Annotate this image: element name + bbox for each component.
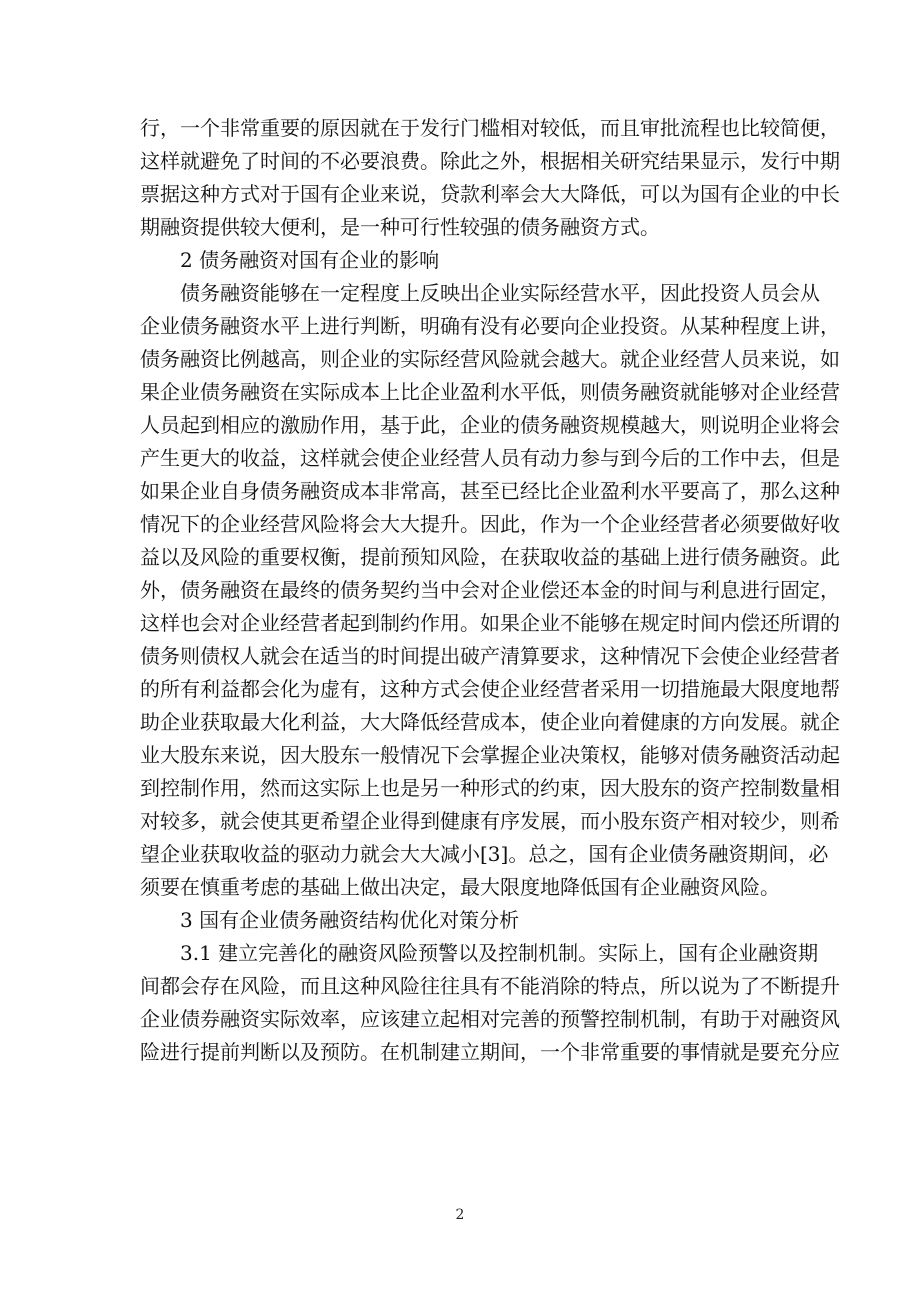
section-heading-3: 3 国有企业债务融资结构优化对策分析 [180, 908, 520, 932]
paragraph-line: 票据这种方式对于国有企业来说，贷款利率会大大降低，可以为国有企业的中长 [140, 182, 840, 206]
section-heading-2: 2 债务融资对国有企业的影响 [180, 248, 440, 272]
paragraph-line: 如果企业自身债务融资成本非常高，甚至已经比企业盈利水平要高了，那么这种 [140, 479, 840, 503]
paragraph-line: 企业债券融资实际效率，应该建立起相对完善的预警控制机制，有助于对融资风 [140, 1007, 840, 1031]
paragraph-line: 产生更大的收益，这样就会使企业经营人员有动力参与到今后的工作中去，但是 [140, 446, 840, 470]
paragraph-line: 期融资提供较大便利，是一种可行性较强的债务融资方式。 [140, 215, 660, 239]
paragraph-line: 企业债务融资水平上进行判断，明确有没有必要向企业投资。从某种程度上讲， [140, 314, 840, 338]
paragraph-line: 益以及风险的重要权衡，提前预知风险，在获取收益的基础上进行债务融资。此 [140, 545, 840, 569]
paragraph-line: 人员起到相应的激励作用，基于此，企业的债务融资规模越大，则说明企业将会 [140, 413, 840, 437]
paragraph-line: 到控制作用，然而这实际上也是另一种形式的约束，因大股东的资产控制数量相 [140, 776, 840, 800]
paragraph-line: 助企业获取最大化利益，大大降低经营成本，使企业向着健康的方向发展。就企 [140, 710, 840, 734]
paragraph-line: 债务融资比例越高，则企业的实际经营风险就会越大。就企业经营人员来说，如 [140, 347, 840, 371]
document-body [140, 112, 840, 1069]
paragraph-line: 险进行提前判断以及预防。在机制建立期间，一个非常重要的事情就是要充分应 [140, 1040, 840, 1064]
paragraph-line: 行，一个非常重要的原因就在于发行门槛相对较低，而且审批流程也比较简便， [140, 116, 840, 140]
paragraph-line: 债务则债权人就会在适当的时间提出破产清算要求，这种情况下会使企业经营者 [140, 644, 840, 668]
paragraph-line: 果企业债务融资在实际成本上比企业盈利水平低，则债务融资就能够对企业经营 [140, 380, 840, 404]
paragraph-line: 对较多，就会使其更希望企业得到健康有序发展，而小股东资产相对较少，则希 [140, 809, 840, 833]
paragraph-line: 这样也会对企业经营者起到制约作用。如果企业不能够在规定时间内偿还所谓的 [140, 611, 840, 635]
paragraph-line: 业大股东来说，因大股东一般情况下会掌握企业决策权，能够对债务融资活动起 [140, 743, 840, 767]
paragraph-line: 债务融资能够在一定程度上反映出企业实际经营水平，因此投资人员会从 [180, 281, 820, 305]
page-number: 2 [455, 1207, 465, 1223]
paragraph-line: 须要在慎重考虑的基础上做出决定，最大限度地降低国有企业融资风险。 [140, 875, 780, 899]
paragraph-line: 情况下的企业经营风险将会大大提升。因此，作为一个企业经营者必须要做好收 [140, 512, 840, 536]
paragraph-line: 外，债务融资在最终的债务契约当中会对企业偿还本金的时间与利息进行固定， [140, 578, 840, 602]
paragraph-line: 间都会存在风险，而且这种风险往往具有不能消除的特点，所以说为了不断提升 [140, 974, 840, 998]
paragraph-line: 这样就避免了时间的不必要浪费。除此之外，根据相关研究结果显示，发行中期 [140, 149, 840, 173]
paragraph-line: 3.1 建立完善化的融资风险预警以及控制机制。实际上，国有企业融资期 [180, 941, 819, 965]
paragraph-line: 的所有利益都会化为虚有，这种方式会使企业经营者采用一切措施最大限度地帮 [140, 677, 840, 701]
paragraph-line: 望企业获取收益的驱动力就会大大减小[3]。总之，国有企业债务融资期间，必 [140, 842, 829, 866]
